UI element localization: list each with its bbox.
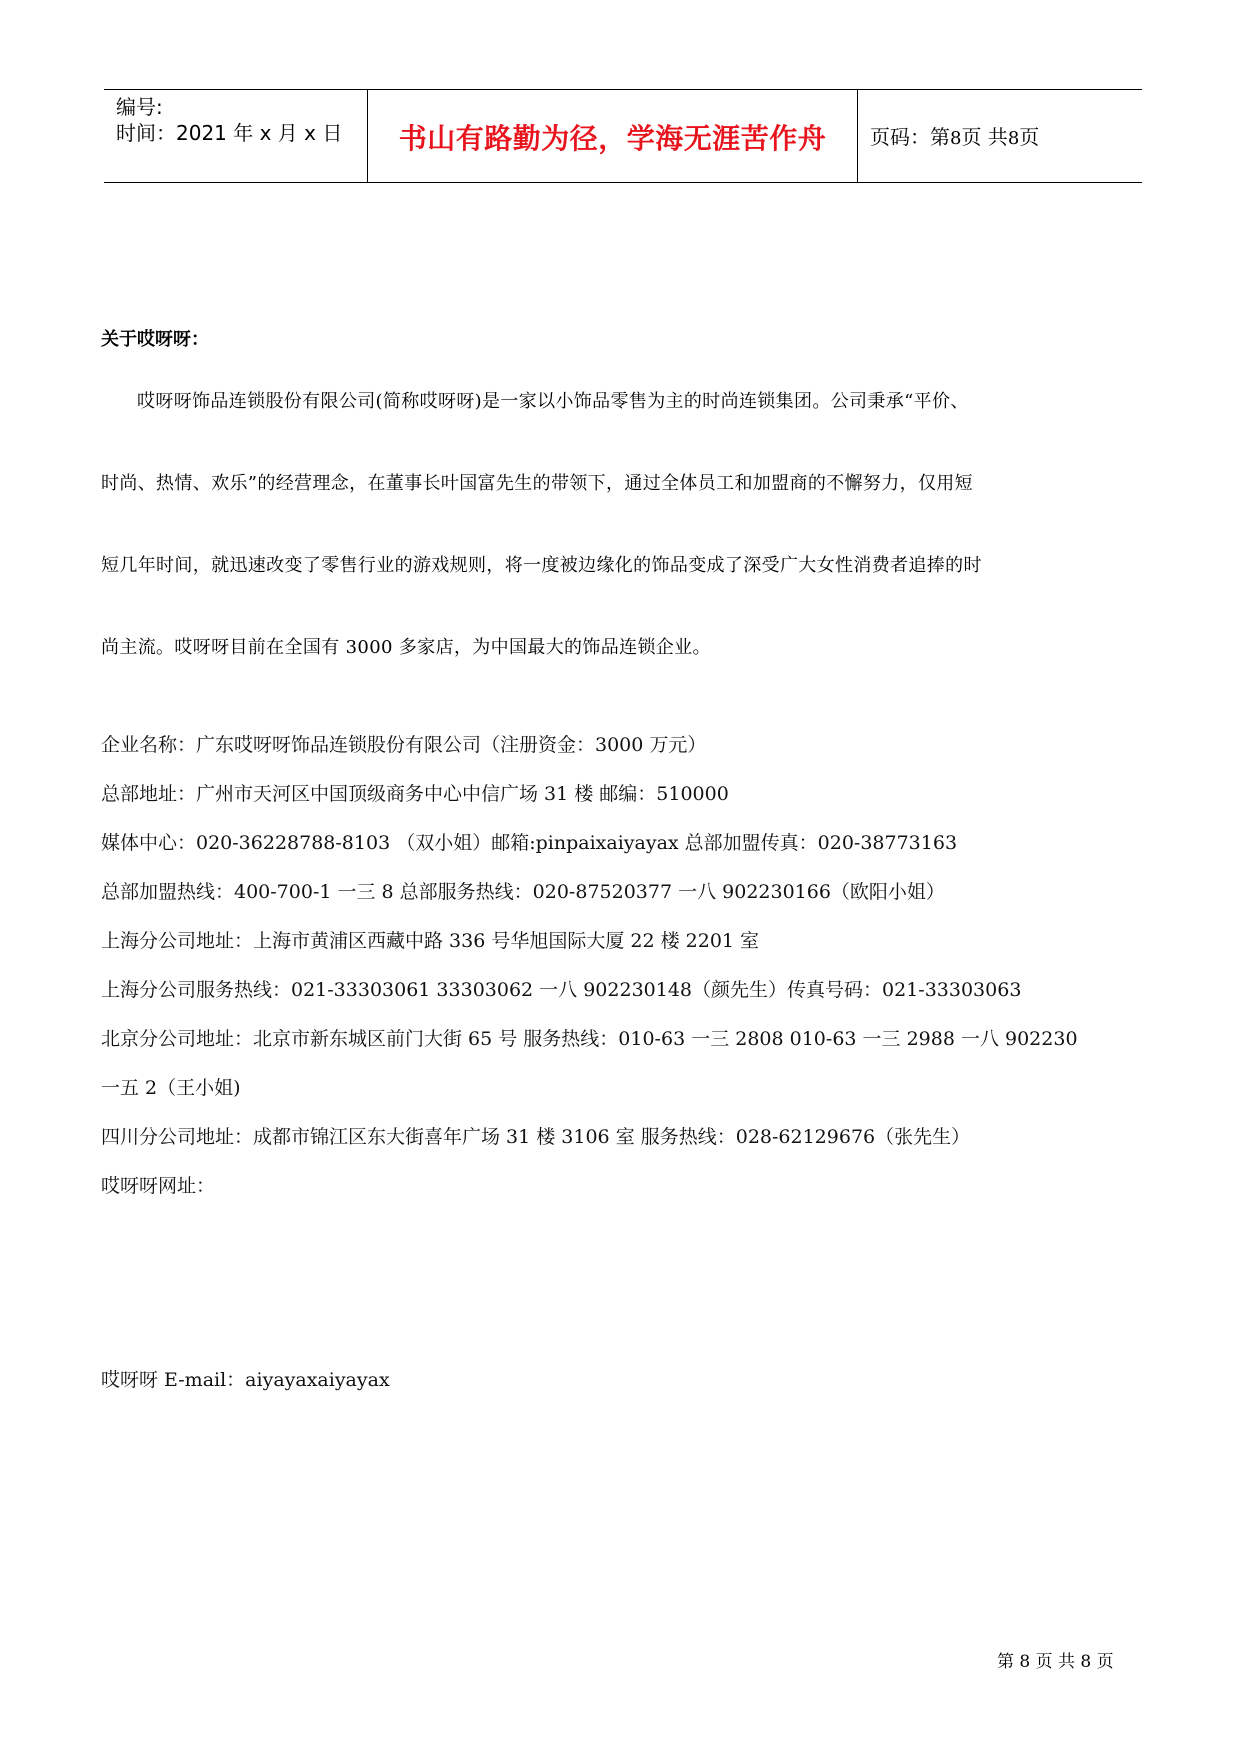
shanghai-hotline-line: 上海分公司服务热线：021-33303061 33303062 一八 902230148（颜先生）传真号码：021-33303063 (101, 979, 1022, 1001)
email-line: 哎呀呀 E-mail：aiyayaxaiyayax (101, 1369, 390, 1391)
beijing-address-line-cont: 一五 2（王小姐) (101, 1077, 241, 1099)
about-paragraph-line: 尚主流。哎呀呀目前在全国有 3000 多家店，为中国最大的饰品连锁企业。 (101, 637, 711, 658)
company-name-line: 企业名称：广东哎呀呀饰品连锁股份有限公司（注册资金：3000 万元） (101, 734, 707, 756)
about-paragraph-line: 短几年时间，就迅速改变了零售行业的游戏规则，将一度被边缘化的饰品变成了深受广大女性消费者追捧的时 (101, 555, 982, 576)
section-title-about: 关于哎呀呀： (101, 329, 209, 350)
header-motto-cell (368, 90, 858, 182)
about-paragraph-line: 时尚、热情、欢乐”的经营理念，在董事长叶国富先生的带领下，通过全体员工和加盟商的不懈努力，仅用短 (101, 473, 973, 494)
hotline-line: 总部加盟热线：400-700-1 一三 8 总部服务热线：020-87520377 一八 902230166（欧阳小姐） (101, 881, 945, 903)
website-label: 哎呀呀网址： (101, 1175, 216, 1197)
header-meta-cell (104, 90, 368, 182)
about-paragraph-line: 哎呀呀饰品连锁股份有限公司(简称哎呀呀)是一家以小饰品零售为主的时尚连锁集团。公司秉承“平价、 (137, 391, 969, 412)
header-page-cell (858, 90, 1142, 182)
page-footer: 第 8 页 共 8 页 (997, 1652, 1114, 1672)
beijing-address-line: 北京分公司地址：北京市新东城区前门大街 65 号 服务热线：010-63 一三 2808 010-63 一三 2988 一八 902230 (101, 1028, 1078, 1050)
header-motto: 书山有路勤为径，学海无涯苦作舟 (398, 122, 827, 155)
document-number-label: 编号: (116, 95, 163, 119)
page-header (104, 89, 1142, 183)
media-center-line: 媒体中心：020-36228788-8103 （双小姐）邮箱:pinpaixaiyayax 总部加盟传真：020-38773163 (101, 832, 958, 854)
document-time-label: 时间：2021 年 x 月 x 日 (116, 121, 343, 145)
sichuan-address-line: 四川分公司地址：成都市锦江区东大街喜年广场 31 楼 3106 室 服务热线：028-62129676（张先生） (101, 1126, 971, 1148)
shanghai-address-line: 上海分公司地址：上海市黄浦区西藏中路 336 号华旭国际大厦 22 楼 2201 室 (101, 930, 760, 952)
headquarters-address-line: 总部地址：广州市天河区中国顶级商务中心中信广场 31 楼 邮编：510000 (101, 783, 729, 805)
header-page-number: 页码：第8页 共8页 (870, 125, 1040, 149)
